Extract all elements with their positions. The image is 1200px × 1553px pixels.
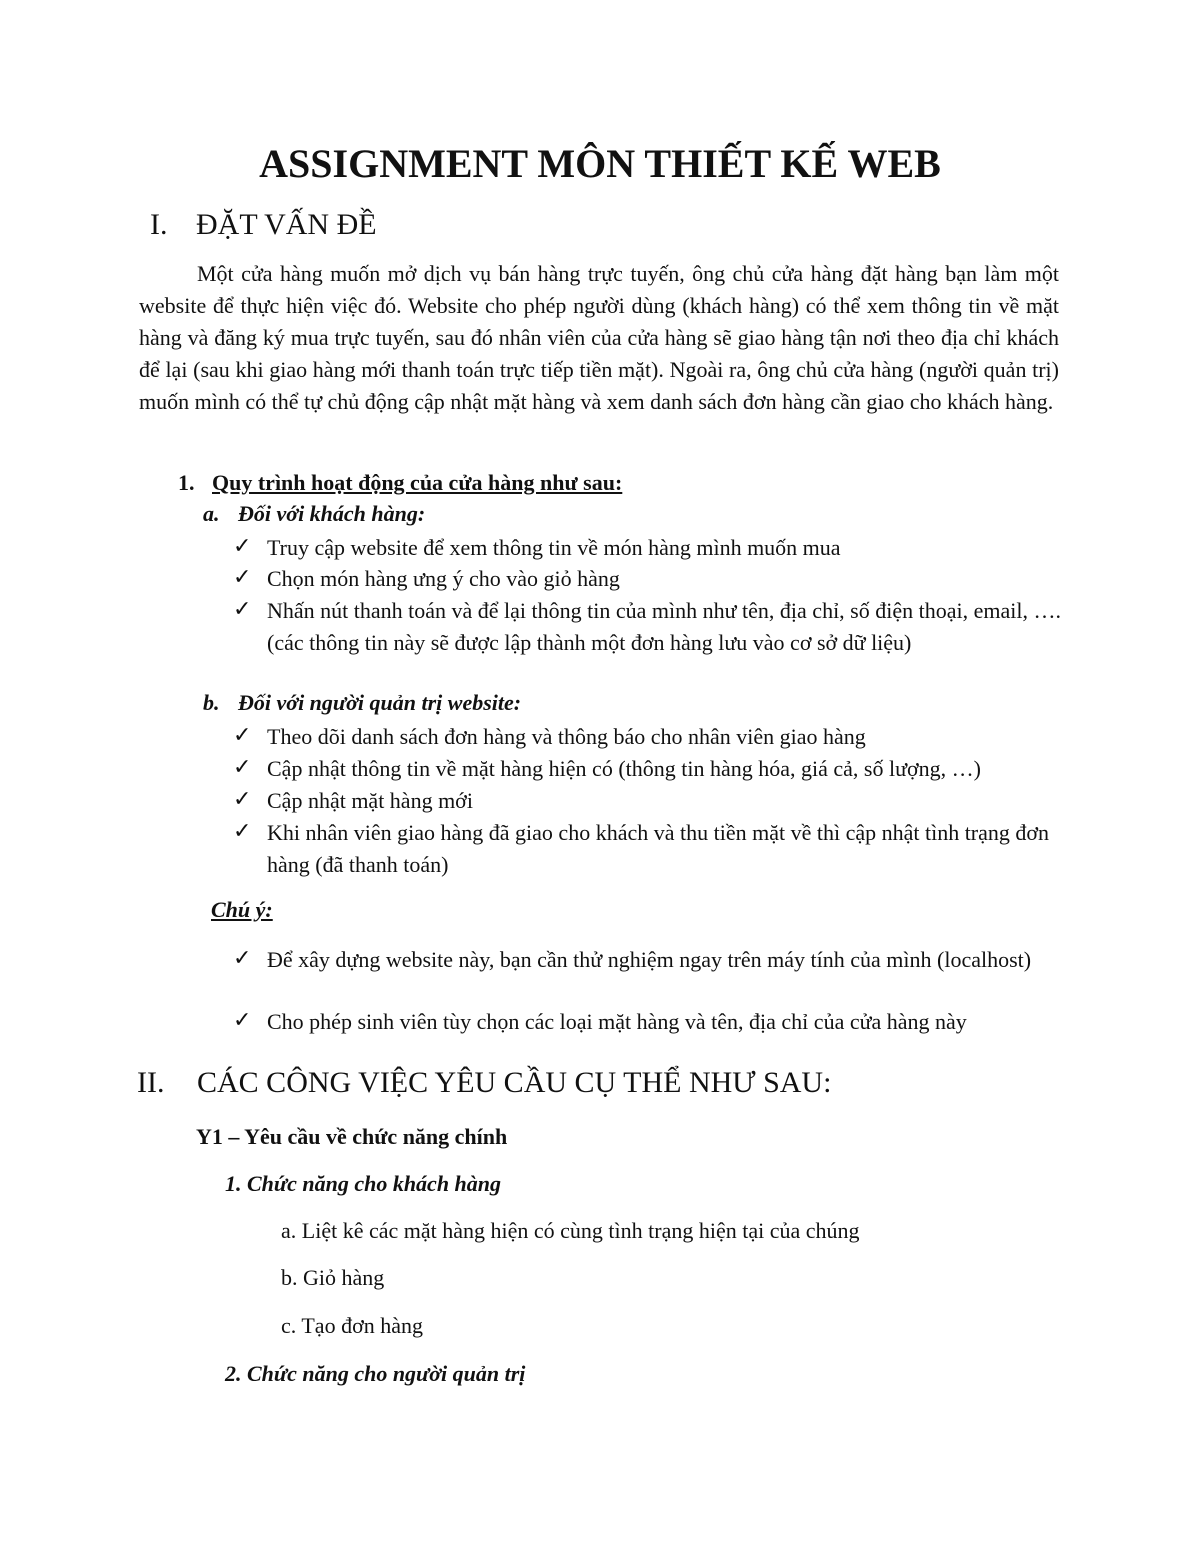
function-item: c. Tạo đơn hàng xyxy=(281,1313,423,1338)
admin-item: Cập nhật thông tin về mặt hàng hiện có (thông tin hàng hóa, giá cả, số lượng, …) xyxy=(267,756,981,781)
process-heading: Quy trình hoạt động của cửa hàng như sau: xyxy=(212,470,623,495)
requirement-y1: Y1 – Yêu cầu về chức năng chính xyxy=(196,1124,508,1149)
intro-text: Một cửa hàng muốn mở dịch vụ bán hàng trực tuyến, ông chủ cửa hàng đặt hàng bạn làm một website để thực hiện việc đó. Website cho phép người dùng (khách hàng) có thể xem thông tin về mặt hàng và đăng ký mua trực tuyến, sau đó nhân viên của cửa hàng sẽ giao hàng tận nơi theo địa chỉ khách để lại (sau khi giao hàng mới thanh toán trực tiếp tiền mặt). Ngoài ra, ông chủ cửa hàng (người quản trị) muốn mình có thể tự chủ động cập nhật mặt hàng và xem danh sách đơn hàng cần giao cho khách hàng. xyxy=(139,261,1059,414)
section-1-heading xyxy=(150,208,750,248)
admin-label: b. xyxy=(203,690,220,715)
section-1-title: ĐẶT VẤN ĐỀ xyxy=(196,208,377,241)
admin-functions-heading: 2. Chức năng cho người quản trị xyxy=(225,1361,526,1386)
admin-heading: Đối với người quản trị website: xyxy=(238,690,522,715)
section-2-number: II. xyxy=(137,1066,165,1099)
customer-functions-heading: 1. Chức năng cho khách hàng xyxy=(225,1171,502,1196)
customer-heading: Đối với khách hàng: xyxy=(238,501,426,526)
check-icon: ✓ xyxy=(233,564,252,589)
admin-item: Khi nhân viên giao hàng đã giao cho khách và thu tiền mặt về thì cập nhật tình trạng đơn hàng (đã thanh toán) xyxy=(267,820,1050,877)
process-number: 1. xyxy=(178,470,195,495)
check-icon: ✓ xyxy=(233,533,252,558)
customer-label: a. xyxy=(203,501,220,526)
check-icon: ✓ xyxy=(233,818,252,843)
function-item: a. Liệt kê các mặt hàng hiện có cùng tình trạng hiện tại của chúng xyxy=(281,1218,860,1243)
check-icon: ✓ xyxy=(233,754,252,779)
function-item: b. Giỏ hàng xyxy=(281,1265,385,1290)
document-title: ASSIGNMENT MÔN THIẾT KẾ WEB xyxy=(259,141,941,186)
check-icon: ✓ xyxy=(233,786,252,811)
check-icon: ✓ xyxy=(233,1007,252,1032)
section-2-title: CÁC CÔNG VIỆC YÊU CẦU CỤ THỂ NHƯ SAU: xyxy=(197,1066,832,1099)
intro-paragraph xyxy=(139,258,1059,418)
customer-item: Chọn món hàng ưng ý cho vào giỏ hàng xyxy=(267,566,620,591)
section-2-heading xyxy=(137,1066,937,1106)
check-icon: ✓ xyxy=(233,596,252,621)
note-heading: Chú ý: xyxy=(211,897,273,922)
customer-item: Truy cập website để xem thông tin về món hàng mình muốn mua xyxy=(267,535,841,560)
check-icon: ✓ xyxy=(233,945,252,970)
check-icon: ✓ xyxy=(233,722,252,747)
customer-item: Nhấn nút thanh toán và để lại thông tin của mình như tên, địa chỉ, số điện thoại, email, …. (các thông tin này sẽ được lập thành một đơn hàng lưu vào cơ sở dữ liệu) xyxy=(267,598,1061,655)
note-item: Để xây dựng website này, bạn cần thử nghiệm ngay trên máy tính của mình (localhost) xyxy=(267,947,1032,972)
admin-item: Theo dõi danh sách đơn hàng và thông báo cho nhân viên giao hàng xyxy=(267,724,866,749)
note-item: Cho phép sinh viên tùy chọn các loại mặt hàng và tên, địa chỉ của cửa hàng này xyxy=(267,1009,967,1034)
section-1-number: I. xyxy=(150,208,168,241)
admin-item: Cập nhật mặt hàng mới xyxy=(267,788,473,813)
